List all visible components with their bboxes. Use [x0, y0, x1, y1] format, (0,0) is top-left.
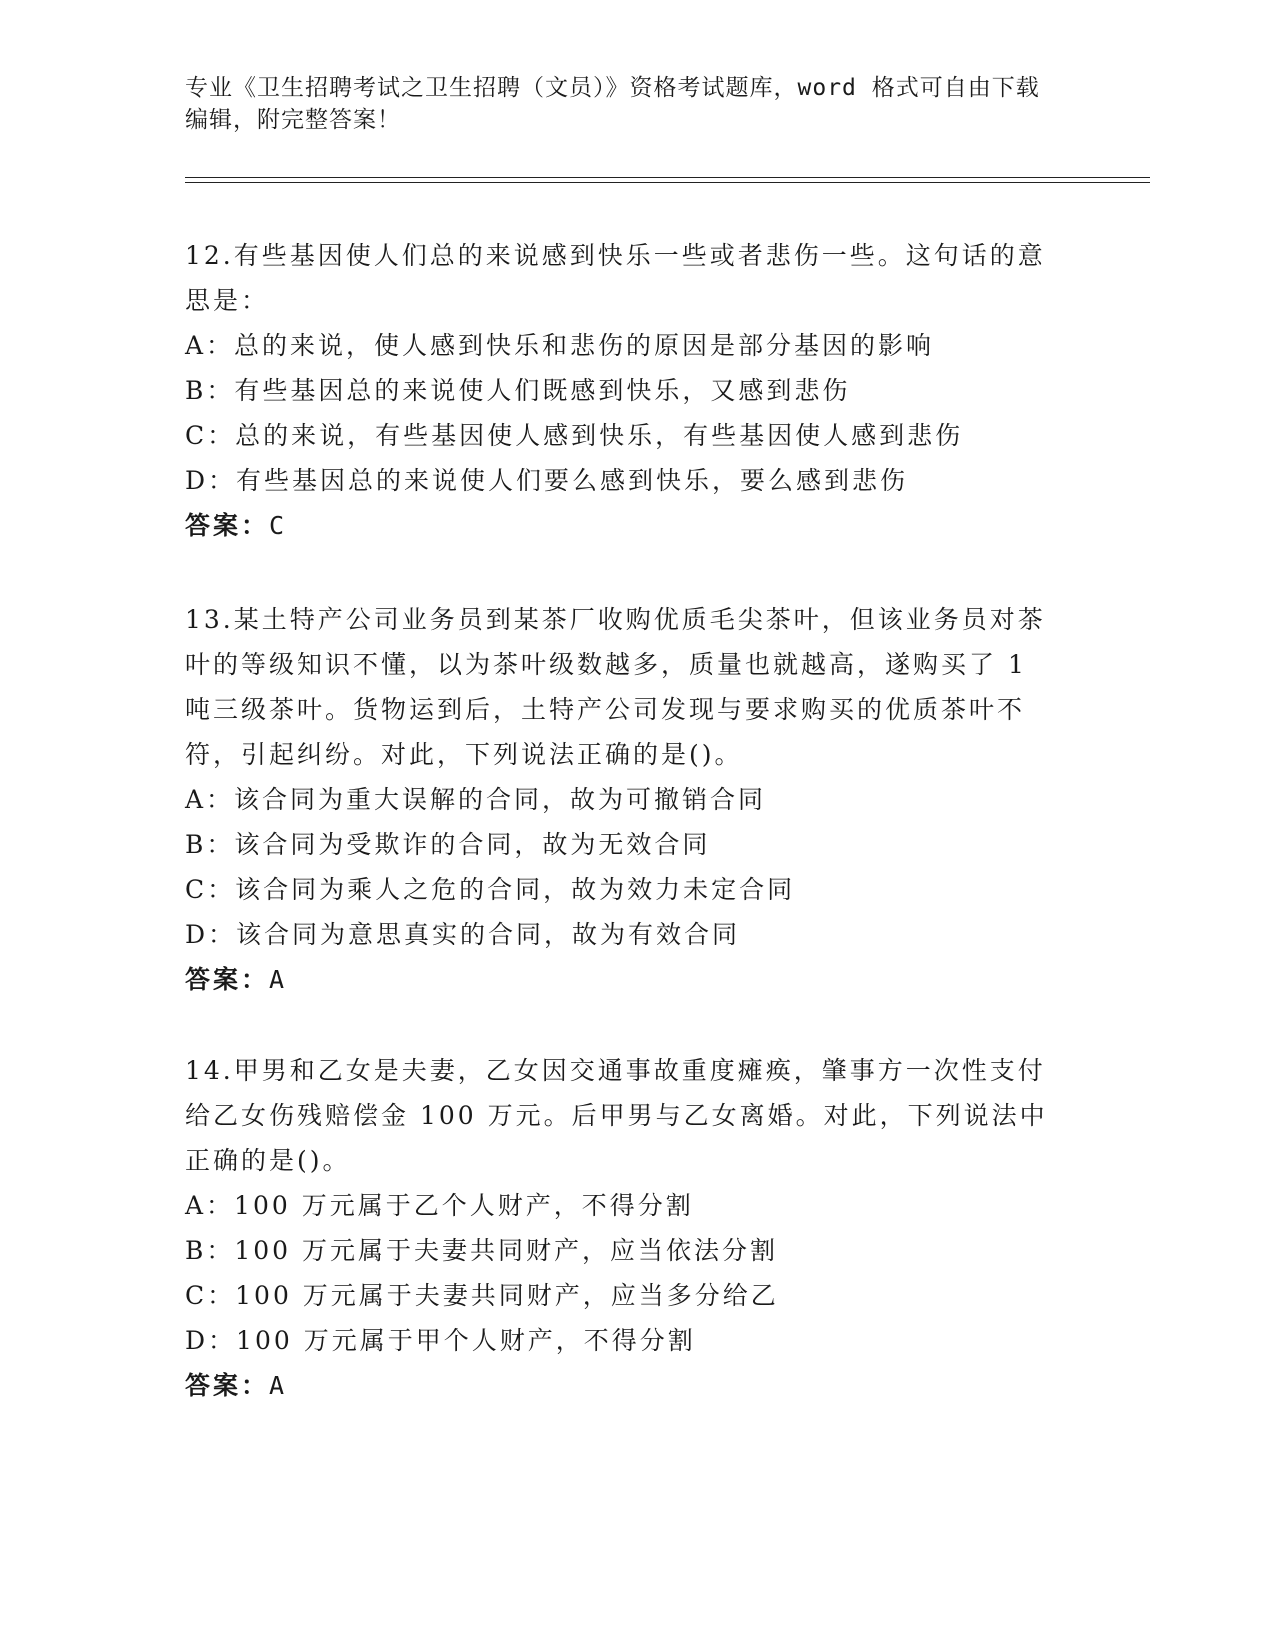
option-b: B：100 万元属于夫妻共同财产，应当依法分割	[185, 1236, 779, 1265]
option-c: C：100 万元属于夫妻共同财产，应当多分给乙	[185, 1281, 779, 1310]
header-line-1: 专业《卫生招聘考试之卫生招聘（文员）》资格考试题库，word 格式可自由下载	[185, 75, 1040, 101]
option-a: A：100 万元属于乙个人财产，不得分割	[185, 1191, 694, 1220]
option-d: D：有些基因总的来说使人们要么感到快乐，要么感到悲伤	[185, 466, 909, 495]
question-stem: 14.甲男和乙女是夫妻，乙女因交通事故重度瘫痪，肇事方一次性支付	[185, 1056, 1046, 1085]
option-a: A：总的来说，使人感到快乐和悲伤的原因是部分基因的影响	[185, 331, 935, 360]
question-stem: 正确的是()。	[185, 1146, 351, 1175]
question-stem: 符，引起纠纷。对此，下列说法正确的是()。	[185, 740, 743, 769]
option-b: B：有些基因总的来说使人们既感到快乐，又感到悲伤	[185, 376, 851, 405]
option-c: C：该合同为乘人之危的合同，故为效力未定合同	[185, 875, 796, 904]
question-stem: 思是：	[185, 286, 270, 315]
question-14	[185, 1048, 1075, 1408]
answer-line	[185, 1363, 1075, 1408]
option-d: D：该合同为意思真实的合同，故为有效合同	[185, 920, 741, 949]
answer-value: A	[269, 965, 288, 994]
document-header	[185, 72, 1085, 136]
question-12	[185, 233, 1075, 548]
question-stem: 13.某土特产公司业务员到某茶厂收购优质毛尖茶叶，但该业务员对茶	[185, 605, 1046, 634]
question-stem: 给乙女伤残赔偿金 100 万元。后甲男与乙女离婚。对此，下列说法中	[185, 1101, 1048, 1130]
answer-line	[185, 503, 1075, 548]
answer-value: C	[269, 511, 288, 540]
question-stem: 吨三级茶叶。货物运到后，土特产公司发现与要求购买的优质茶叶不	[185, 695, 1026, 724]
header-rule-top	[185, 177, 1150, 178]
answer-line	[185, 957, 1075, 1002]
question-13	[185, 597, 1075, 1002]
header-line-2: 编辑，附完整答案！	[185, 107, 401, 133]
answer-label: 答案：	[185, 511, 270, 540]
header-rule-bottom	[185, 182, 1150, 183]
option-d: D：100 万元属于甲个人财产，不得分割	[185, 1326, 696, 1355]
option-b: B：该合同为受欺诈的合同，故为无效合同	[185, 830, 711, 859]
answer-value: A	[269, 1371, 288, 1400]
option-a: A：该合同为重大误解的合同，故为可撤销合同	[185, 785, 767, 814]
option-c: C：总的来说，有些基因使人感到快乐，有些基因使人感到悲伤	[185, 421, 964, 450]
answer-label: 答案：	[185, 1371, 270, 1400]
question-stem: 12.有些基因使人们总的来说感到快乐一些或者悲伤一些。这句话的意	[185, 241, 1046, 270]
question-stem: 叶的等级知识不懂，以为茶叶级数越多，质量也就越高，遂购买了 1	[185, 650, 1027, 679]
answer-label: 答案：	[185, 965, 270, 994]
